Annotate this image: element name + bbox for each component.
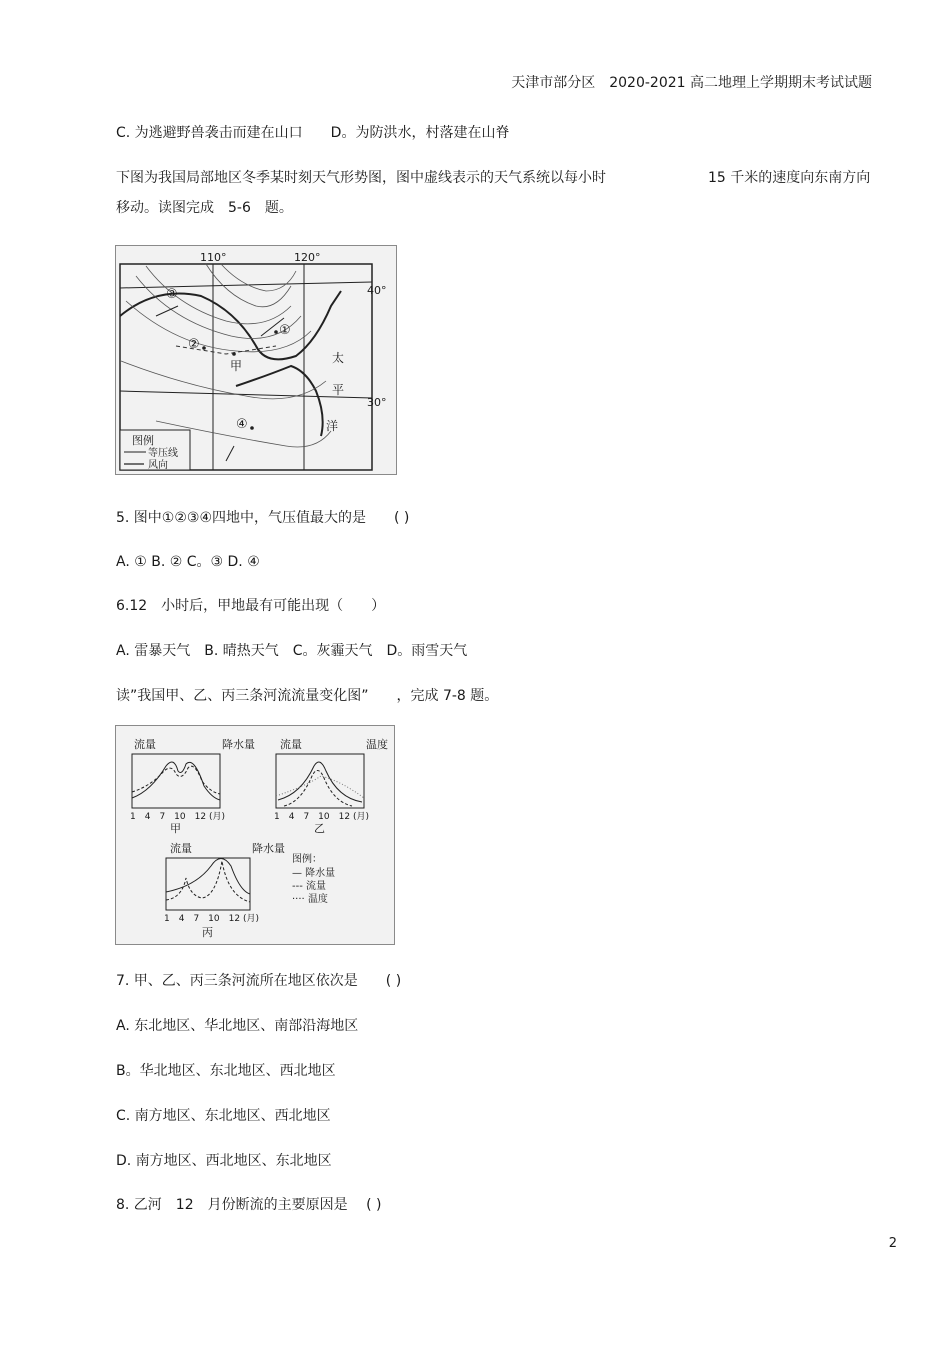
jia-months: 1 4 7 10 12 (月) xyxy=(130,812,225,822)
map-lon-120: 120° xyxy=(294,251,321,264)
page-number: 2 xyxy=(888,1236,897,1251)
river-legend-flow: --- 流量 xyxy=(292,881,327,892)
map-lat-40: 40° xyxy=(367,284,387,297)
question-5-options: A. ① B. ② C。③ D. ④ xyxy=(116,554,260,570)
jia-precip-label: 降水量 xyxy=(222,738,255,751)
map-ocean-1: 太 xyxy=(332,351,345,365)
intro-text-3: 读”我国甲、乙、丙三条河流流量变化图” ，完成 7-8 题。 xyxy=(116,688,499,704)
map-point-1: ① xyxy=(279,323,291,338)
river-legend-title: 图例： xyxy=(292,854,322,865)
question-8: 8. 乙河 12 月份断流的主要原因是 ( ) xyxy=(116,1197,382,1213)
river-legend-temp: ···· 温度 xyxy=(292,894,328,905)
question-7: 7. 甲、乙、丙三条河流所在地区依次是 ( ) xyxy=(116,973,402,989)
map-point-3: ③ xyxy=(166,287,178,302)
weather-map-figure xyxy=(115,245,397,475)
jia-caption: 甲 xyxy=(170,822,181,835)
intro-text-2: 移动。读图完成 5-6 题。 xyxy=(116,200,293,216)
question-7-option-a: A. 东北地区、华北地区、南部沿海地区 xyxy=(116,1018,359,1034)
question-6-options: A. 雷暴天气 B. 晴热天气 C。灰霾天气 D。雨雪天气 xyxy=(116,643,468,659)
river-flow-figure xyxy=(115,725,395,945)
map-label-jia: 甲 xyxy=(230,359,243,373)
yi-temp-label: 温度 xyxy=(366,738,388,751)
map-legend-wind: 风向 xyxy=(148,460,168,471)
map-ocean-3: 洋 xyxy=(326,419,339,433)
bing-flow-label: 流量 xyxy=(170,842,192,855)
yi-months: 1 4 7 10 12 (月) xyxy=(274,812,369,822)
jia-flow-label: 流量 xyxy=(134,738,156,751)
map-lat-30: 30° xyxy=(367,396,387,409)
yi-caption: 乙 xyxy=(314,822,325,835)
question-6: 6.12 小时后，甲地最有可能出现（ ） xyxy=(116,598,386,614)
map-point-2: ② xyxy=(188,337,200,352)
map-legend-title: 图例 xyxy=(132,434,154,447)
intro-text-1a: 下图为我国局部地区冬季某时刻天气形势图，图中虚线表示的天气系统以每小时 xyxy=(116,170,606,186)
bing-caption: 丙 xyxy=(202,926,213,939)
question-5: 5. 图中①②③④四地中，气压值最大的是 ( ) xyxy=(116,510,410,526)
question-7-option-d: D. 南方地区、西北地区、东北地区 xyxy=(116,1153,332,1169)
map-legend-isobar: 等压线 xyxy=(148,448,178,459)
bing-months: 1 4 7 10 12 (月) xyxy=(164,914,259,924)
bing-precip-label: 降水量 xyxy=(252,842,285,855)
map-point-4: ④ xyxy=(236,417,248,432)
option-cd-line: C. 为逃避野兽袭击而建在山口 D。为防洪水，村落建在山脊 xyxy=(116,125,510,141)
page-header: 天津市部分区 2020-2021 高二地理上学期期末考试试题 xyxy=(511,75,872,91)
map-ocean-2: 平 xyxy=(332,383,345,397)
yi-flow-label: 流量 xyxy=(280,738,302,751)
intro-text-1b: 15 千米的速度向东南方向 xyxy=(708,170,871,186)
map-lon-110: 110° xyxy=(200,251,227,264)
question-7-option-b: B。华北地区、东北地区、西北地区 xyxy=(116,1063,336,1079)
question-7-option-c: C. 南方地区、东北地区、西北地区 xyxy=(116,1108,331,1124)
river-legend-precip: — 降水量 xyxy=(292,868,336,879)
